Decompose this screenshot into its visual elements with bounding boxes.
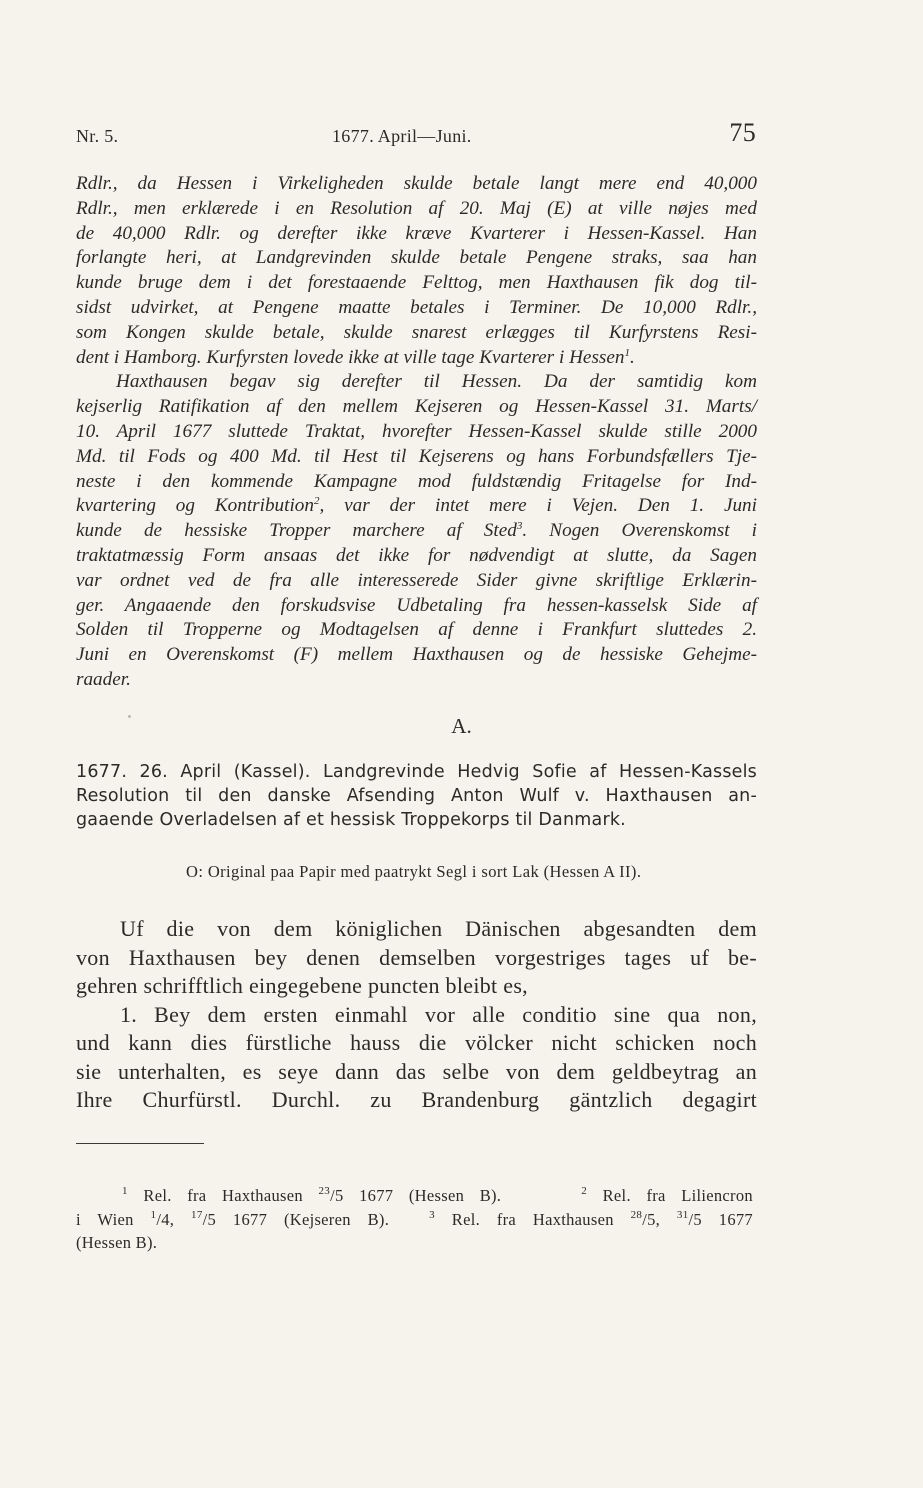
- german-line: von Haxthausen bey denen demselben vorgestriges tages uf be-: [76, 944, 757, 970]
- source-note: O: Original paa Papir med paatrykt Segl i sort Lak (Hessen A II).: [186, 862, 642, 881]
- footnote-text: Rel. fra Haxthausen: [451, 1209, 614, 1229]
- text-line: forlangte heri, at Landgrevinden skulde betale Pengene straks, saa han: [76, 247, 757, 269]
- text-span: . Nogen Overenskomst i: [522, 520, 757, 542]
- footnote-ref: 1: [624, 346, 630, 359]
- text-line: ger. Angaaende den forskudsvise Udbetaling fra hessen-kasselsk Side af: [76, 594, 757, 616]
- text-line: Juni en Overenskomst (F) mellem Haxthausen og de hessiske Gehejme-: [76, 644, 757, 666]
- text-line: Rdlr., men erklærede i en Resolution af 20. Maj (E) at ville nøjes med: [76, 197, 757, 219]
- date-denominator: 5: [334, 1186, 344, 1205]
- footnote-marker: 1: [122, 1185, 128, 1197]
- text-line: Solden til Tropperne og Modtagelsen af denne i Frankfurt sluttedes 2.: [76, 619, 757, 641]
- german-line: sie unterhalten, es seye dann das selbe von dem geldbeytrag an: [76, 1058, 757, 1084]
- text-line: de 40,000 Rdlr. og derefter ikke kræve Kvarterer i Hessen-Kassel. Han: [76, 222, 757, 244]
- footnote-rule: [76, 1143, 204, 1144]
- date-denominator: 5: [207, 1209, 217, 1229]
- date-numerator: 1: [150, 1208, 157, 1221]
- issue-number: Nr. 5.: [76, 126, 119, 146]
- text-span: kunde de hessiske Tropper marchere af Sted: [76, 520, 517, 542]
- german-text: [76, 915, 757, 1115]
- text-line: som Kongen skulde betale, skulde snarest erlægges til Kurfyrstens Resi-: [76, 321, 757, 343]
- footnote-text: 1677 (Hessen B).: [359, 1186, 502, 1205]
- footnote-text: 1677: [718, 1209, 753, 1229]
- heading-line: gaaende Overladelsen af et hessisk Troppekorps til Danmark.: [76, 810, 626, 830]
- footnote-line: $^1$ Rel. fra Haxthausen $^{23}$/5 1677 (Hessen B). $^2$ Rel. fra Liliencron: [122, 1185, 753, 1205]
- date-numerator: 31: [676, 1208, 689, 1221]
- text-line: raader.: [76, 668, 131, 690]
- period-title: 1677. April—Juni.: [332, 126, 472, 146]
- text-line: traktatmæssig Form ansaas det ikke for nødvendigt at slutte, da Sagen: [76, 544, 757, 566]
- german-line: 1. Bey dem ersten einmahl vor alle conditio sine qua non,: [120, 1001, 757, 1027]
- text-line: sidst udvirket, at Pengene maatte betales i Terminer. De 10,000 Rdlr.,: [76, 296, 757, 318]
- text-line: neste i den kommende Kampagne mod fuldstændig Fritagelse for Ind-: [76, 470, 757, 492]
- text-line: Md. til Fods og 400 Md. til Hest til Kejserens og hans Forbundsfællers Tje-: [76, 445, 757, 467]
- document-heading: [76, 760, 757, 832]
- footnote-line: (Hessen B).: [76, 1233, 158, 1252]
- page-number: 75: [729, 118, 756, 147]
- german-line: und kann dies fürstliche hauss die völcker nicht schicken noch: [76, 1030, 757, 1055]
- text-line: 10. April 1677 sluttede Traktat, hvorefter Hessen-Kassel skulde stille 2000: [76, 420, 757, 442]
- date-denominator: 5: [693, 1209, 702, 1229]
- summary-paragraph: [76, 172, 757, 693]
- footnote-text: i Wien: [76, 1209, 134, 1229]
- footnote-ref: 3: [516, 520, 523, 533]
- date-numerator: 17: [191, 1208, 203, 1221]
- footnote-line: i Wien $^1$/4, $^{17}$/5 1677 (Kejseren B). $^3$ Rel. fra Haxthausen $^{28}$/5, $^{31}$/5 1677: [76, 1208, 753, 1229]
- text-span: , var der intet mere i Vejen. Den 1. Juni: [319, 495, 757, 517]
- text-line: kejserlig Ratifikation af den mellem Kejseren og Hessen-Kassel 31. Marts/: [76, 396, 757, 418]
- text-line: Rdlr., da Hessen i Virkeligheden skulde betale langt mere end 40,000: [76, 173, 757, 194]
- heading-line: Resolution til den danske Afsending Anton Wulf v. Haxthausen an-: [76, 786, 757, 806]
- date-numerator: 23: [318, 1185, 331, 1197]
- text-line: [76, 494, 757, 519]
- text-line: var ordnet ved de fra alle interesserede Sider givne skriftlige Erklærin-: [76, 569, 757, 591]
- footnote-marker: 3: [429, 1208, 435, 1221]
- text-line: dent i Hamborg. Kurfyrsten lovede ikke at ville tage Kvarterer i Hessen$^1$.: [76, 346, 635, 368]
- heading-line: 1677. 26. April (Kassel). Landgrevinde Hedvig Sofie af Hessen-Kassels: [76, 762, 757, 782]
- date-denominator: 4: [161, 1209, 170, 1229]
- footnote-ref: 2: [313, 495, 320, 508]
- date-denominator: 5: [647, 1209, 656, 1229]
- footnote-text: Rel. fra Haxthausen: [143, 1186, 303, 1205]
- german-line: Ihre Churfürstl. Durchl. zu Brandenburg gäntzlich degagirt: [76, 1087, 757, 1112]
- text-line: Haxthausen begav sig derefter til Hessen. Da der samtidig kom: [116, 371, 757, 393]
- text-line: [76, 519, 757, 544]
- german-line: gehren schrifftlich eingegebene puncten bleibt es,: [76, 973, 528, 998]
- german-line: Uf die von dem königlichen Dänischen abgesandten dem: [120, 916, 757, 941]
- footnote-marker: 2: [581, 1185, 588, 1197]
- text-span: dent i Hamborg. Kurfyrsten lovede ikke at ville tage Kvarterer i Hessen: [76, 346, 625, 368]
- footnotes: [76, 1184, 753, 1255]
- footnote-text: Rel. fra Liliencron: [602, 1186, 753, 1205]
- text-line: kunde bruge dem i det forestaaende Felttog, men Haxthausen fik dog til-: [76, 272, 757, 294]
- section-letter: A.: [451, 714, 472, 738]
- running-header: [76, 118, 756, 154]
- footnote-text: 1677 (Kejseren B).: [232, 1209, 390, 1229]
- date-numerator: 28: [630, 1208, 643, 1221]
- text-span: kvartering og Kontribution: [76, 495, 314, 517]
